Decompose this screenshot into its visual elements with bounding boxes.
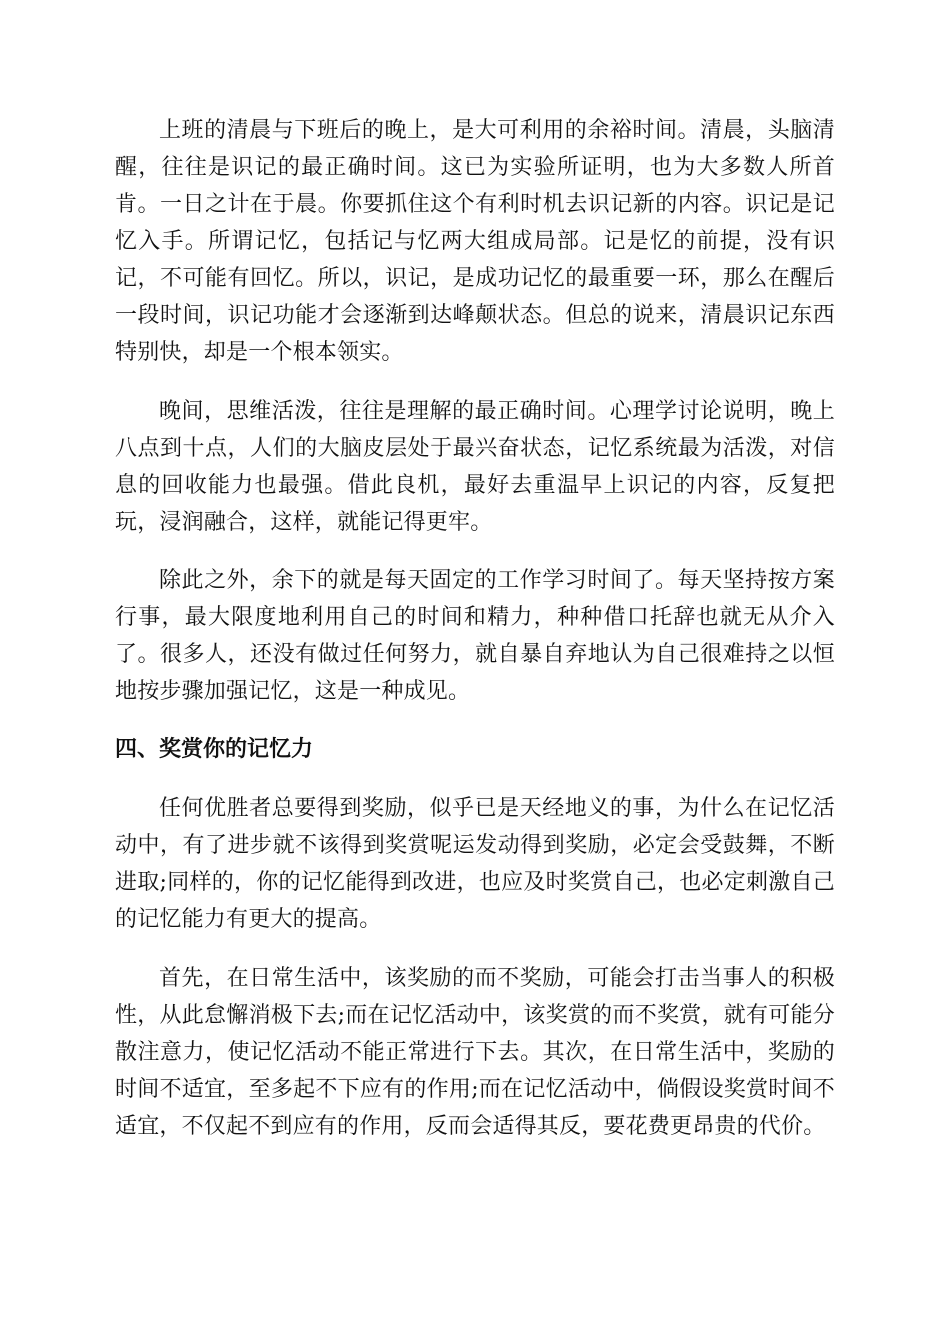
paragraph-daily-work-time: 除此之外，余下的就是每天固定的工作学习时间了。每天坚持按方案行事，最大限度地利用自己的时间和精力，种种借口托辞也就无从介入了。很多人，还没有做过任何努力，就自暴自弃地认为自己很难持之以恒地按步骤加强记忆，这是一种成见。 [115, 568, 835, 704]
paragraph-reward-timing: 首先，在日常生活中，该奖励的而不奖励，可能会打击当事人的积极性，从此怠懈消极下去;而在记忆活动中，该奖赏的而不奖赏，就有可能分散注意力，使记忆活动不能正常进行下去。其次，在日常生活中，奖励的时间不适宜，至多起不下应有的作用;而在记忆活动中，倘假设奖赏时间不适宜，不仅起不到应有的作用，反而会适得其反，要花费更昂贵的代价。 [115, 966, 835, 1139]
document-page [115, 112, 835, 1145]
paragraph-evening-understanding: 晚间，思维活泼，往往是理解的最正确时间。心理学讨论说明，晚上八点到十点，人们的大脑皮层处于最兴奋状态，记忆系统最为活泼，对信息的回收能力也最强。借此良机，最好去重温早上识记的内容，反复把玩，浸润融合，这样，就能记得更牢。 [115, 399, 835, 535]
paragraph-reward-intro: 任何优胜者总要得到奖励，似乎已是天经地义的事，为什么在记忆活动中，有了进步就不该得到奖赏呢运发动得到奖励，必定会受鼓舞，不断进取;同样的，你的记忆能得到改进，也应及时奖赏自己，也必定刺激自己的记忆能力有更大的提高。 [115, 796, 835, 932]
paragraph-morning-memorization: 上班的清晨与下班后的晚上，是大可利用的余裕时间。清晨，头脑清醒，往往是识记的最正确时间。这已为实验所证明，也为大多数人所首肯。一日之计在于晨。你要抓住这个有利时机去识记新的内容。识记是记忆入手。所谓记忆，包括记与忆两大组成局部。记是忆的前提，没有识记，不可能有回忆。所以，识记，是成功记忆的最重要一环，那么在醒后一段时间，识记功能才会逐渐到达峰颠状态。但总的说来，清晨识记东西特别快，却是一个根本领实。 [115, 118, 835, 365]
section-heading-reward-memory: 四、奖赏你的记忆力 [115, 737, 314, 762]
